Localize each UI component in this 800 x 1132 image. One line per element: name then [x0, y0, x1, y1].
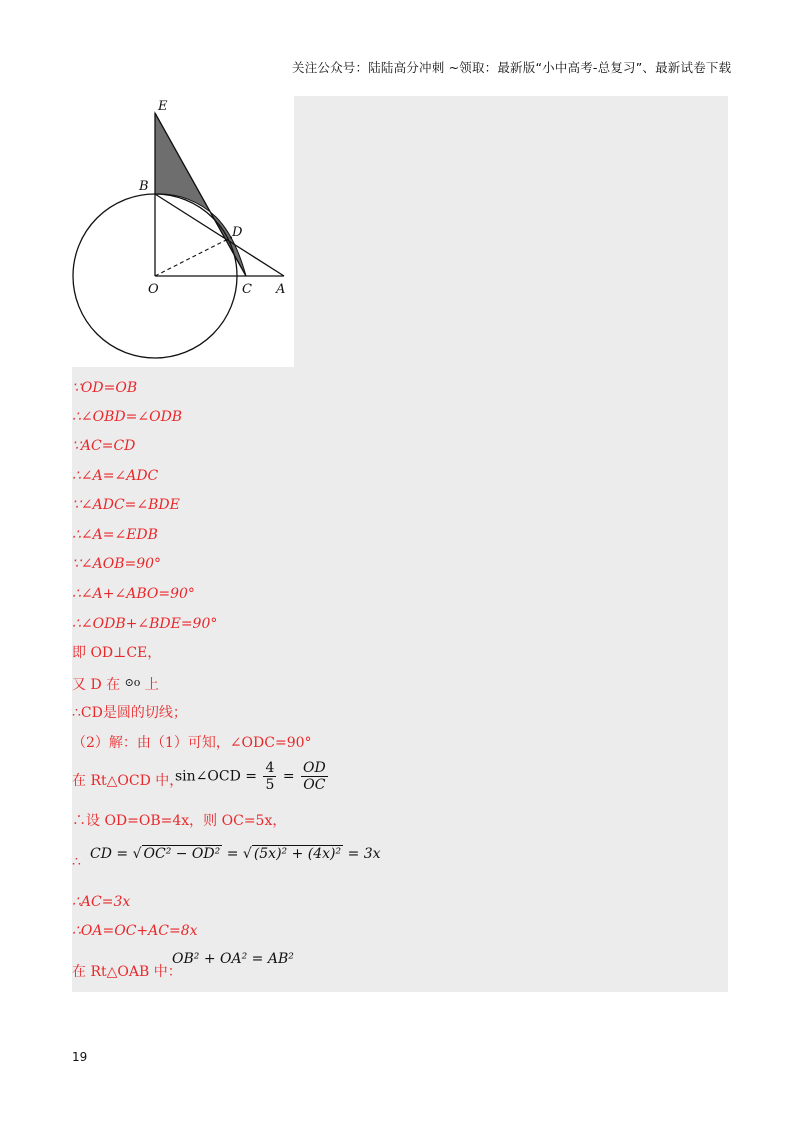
- fraction-od-oc: [301, 760, 328, 793]
- proof-line-15: ∴: [72, 854, 81, 870]
- proof-line-13: 在 Rt△OCD 中，: [72, 773, 184, 789]
- proof-line-1: ∵OD=OB: [72, 380, 138, 396]
- cd-rhs: = 3x: [343, 846, 381, 862]
- cd-radicand-2: (5x)² + (4x)²: [253, 846, 342, 862]
- proof-line-8: ∴∠A+∠ABO=90°: [72, 586, 195, 602]
- proof-line-11-text: 又 D 在: [72, 677, 121, 693]
- solution-content: [72, 96, 728, 992]
- cd-mid: =: [222, 846, 243, 862]
- page-header: 关注公众号：陆陆高分冲刺 ~领取：最新版“小中高考-总复习”、最新试卷下载: [292, 60, 732, 75]
- proof-line-17: ∴OA=OC+AC=8x: [72, 923, 198, 939]
- sin-equation: [175, 760, 330, 793]
- fraction-num: 4: [265, 760, 275, 776]
- label-a: A: [276, 282, 286, 297]
- proof-line-7: ∵∠AOB=90°: [72, 556, 162, 572]
- proof-line-12: ∴CD是圆的切线；: [72, 705, 187, 721]
- proof-line-2: ∴∠OBD=∠ODB: [72, 409, 183, 425]
- pythagoras-equation: OB² + OA² = AB²: [172, 951, 294, 967]
- proof-line-9: ∴∠ODB+∠BDE=90°: [72, 616, 218, 632]
- sin-lhs: sin∠OCD =: [175, 768, 258, 785]
- fraction-4-5: [263, 760, 276, 793]
- proof-line-3: ∵AC=CD: [72, 438, 136, 454]
- label-e: E: [158, 99, 168, 114]
- circle-o-symbol: ⊙o: [124, 676, 141, 689]
- proof-line-18: 在 Rt△OAB 中：: [72, 964, 182, 980]
- proof-line-14: ∴设 OD=OB=4x，则 OC=5x，: [72, 813, 287, 829]
- page-number: 19: [72, 1050, 88, 1064]
- fraction-num: OD: [303, 760, 326, 776]
- fraction-den: 5: [265, 777, 275, 793]
- geometry-diagram: [72, 96, 294, 367]
- segment-od-dashed: [155, 237, 232, 276]
- proof-line-4: ∴∠A=∠ADC: [72, 468, 159, 484]
- proof-line-5: ∵∠ADC=∠BDE: [72, 497, 180, 513]
- proof-line-6: ∴∠A=∠EDB: [72, 527, 158, 543]
- cd-radicand-1: OC² − OD²: [143, 846, 221, 862]
- equals-sign: =: [282, 768, 295, 785]
- cd-lhs: CD =: [90, 846, 133, 862]
- label-c: C: [242, 282, 252, 297]
- cd-equation: [90, 846, 381, 862]
- fraction-den: OC: [303, 777, 326, 793]
- proof-line-11: [72, 674, 159, 694]
- proof-line-10: 即 OD⊥CE，: [72, 645, 162, 661]
- label-d: D: [232, 225, 243, 240]
- sqrt-sign: √: [132, 846, 142, 862]
- sqrt-sign: √: [242, 846, 252, 862]
- proof-line-11-suffix: 上: [144, 677, 159, 693]
- label-b: B: [139, 179, 149, 194]
- geometry-figure: [72, 96, 294, 367]
- segment-ba: [155, 194, 284, 276]
- label-o: O: [148, 282, 159, 297]
- proof-line-16: ∴AC=3x: [72, 894, 131, 910]
- part2-intro: （2）解：由（1）可知，∠ODC=90°: [72, 735, 312, 751]
